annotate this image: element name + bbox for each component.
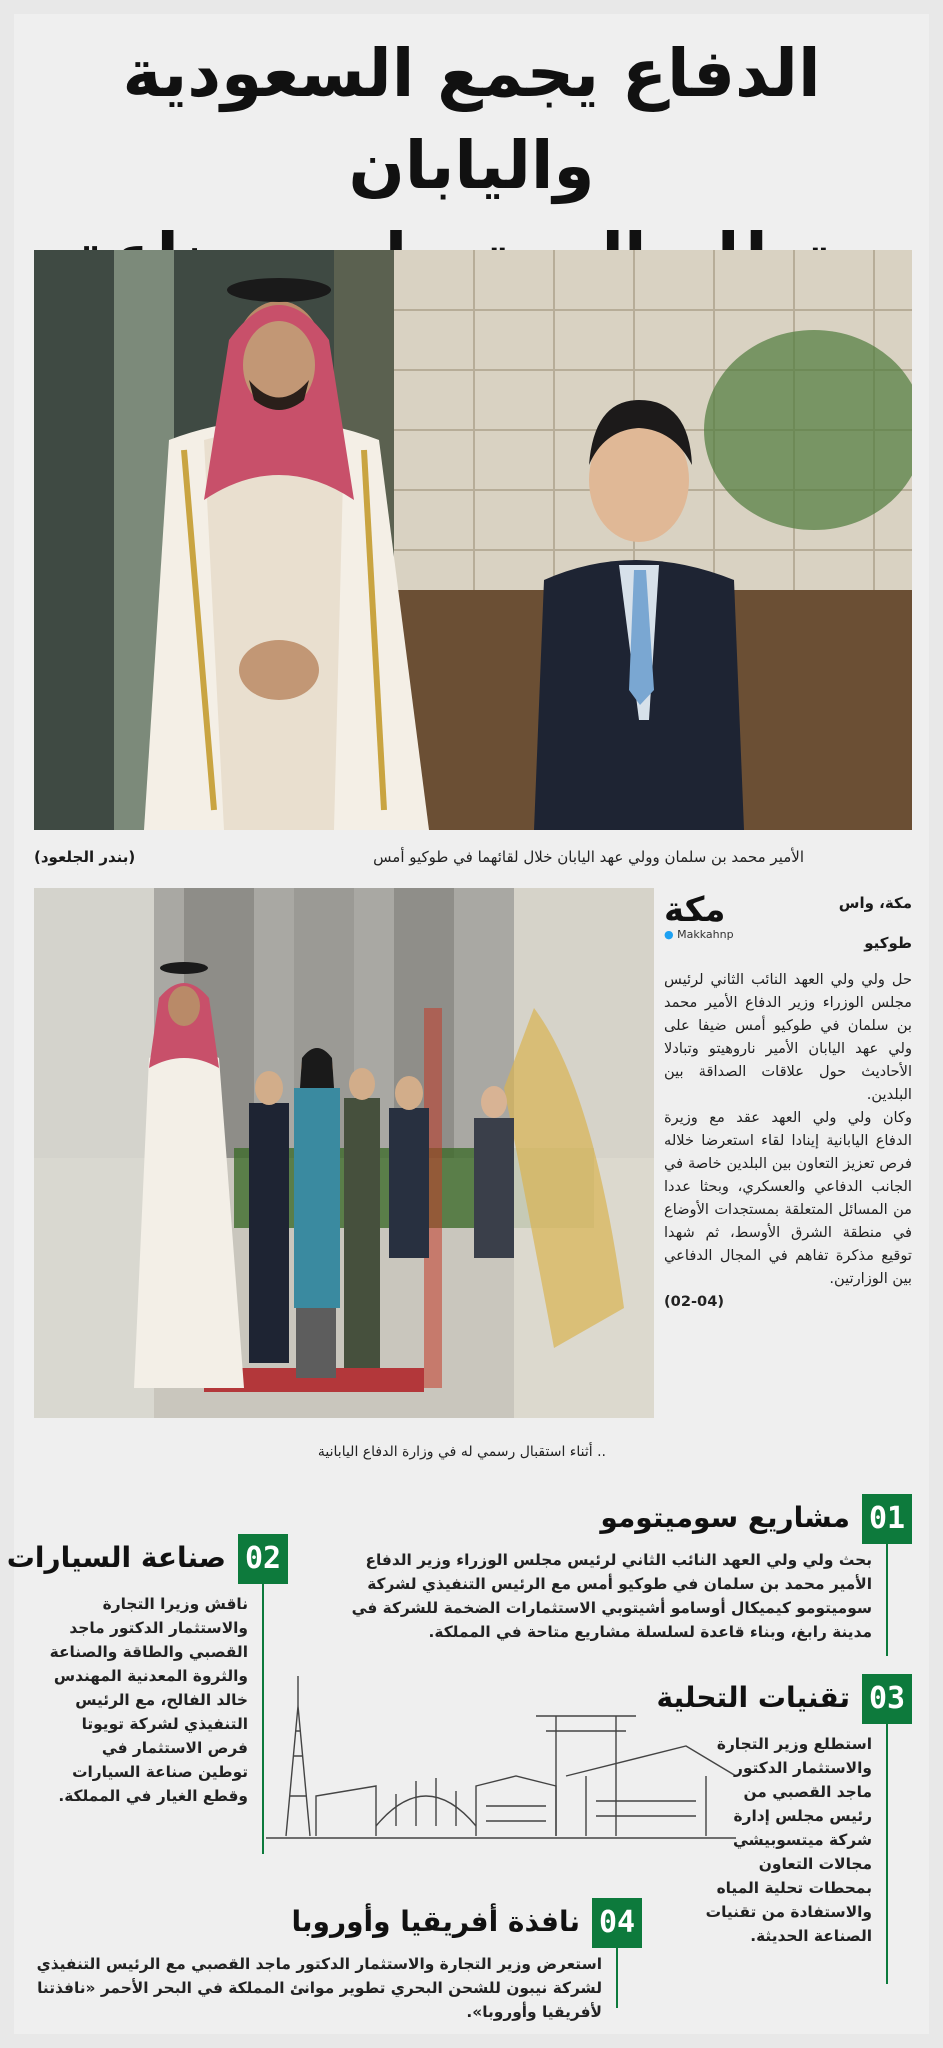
main-photo	[34, 250, 912, 830]
photo-credit: (بندر الجلعود)	[34, 848, 136, 866]
section-01-rule	[886, 1544, 888, 1656]
section-01-number: 01	[862, 1494, 912, 1544]
logo-mark: مكة	[664, 890, 726, 930]
article-column	[664, 892, 912, 1452]
newspaper-page	[6, 14, 929, 2034]
section-02-number: 02	[238, 1534, 288, 1584]
section-04-rule	[616, 1948, 618, 2008]
second-photo	[34, 888, 654, 1418]
section-04-title: نافذة أفريقيا وأوروبا	[291, 1905, 580, 1938]
section-02-body: ناقش وزيرا التجارة والاستثمار الدكتور ماجد القصبي والطاقة والصناعة والثروة المعدنية المهندس خالد الفالح، مع الرئيس التنفيذي لشركة تويوتا فرص الاستثمار في توطين صناعة السيارات وقطع الغيار في المملكة.	[49, 1595, 248, 1805]
section-02-rule	[262, 1584, 264, 1854]
section-03	[644, 1674, 912, 2004]
section-01	[332, 1494, 912, 1674]
article-paragraph-1: حل ولي ولي العهد النائب الثاني لرئيس مجلس الوزراء وزير الدفاع الأمير محمد بن سلمان في طوكيو أمس ضيفا على ولي عهد اليابان الأمير ناروهيتو وتبادلا الأحاديث حول علاقات الصداقة بين البلدين.	[664, 971, 912, 1103]
section-04-number: 04	[592, 1898, 642, 1948]
section-01-title: مشاريع سوميتومو	[600, 1501, 850, 1534]
section-03-number: 03	[862, 1674, 912, 1724]
twitter-icon: ●	[664, 928, 674, 941]
twitter-handle: ● Makkahnp	[664, 928, 734, 941]
section-03-title: تقنيات التحلية	[656, 1681, 850, 1714]
newspaper-logo	[664, 892, 754, 941]
article-body	[664, 968, 912, 1313]
main-photo-illustration	[34, 250, 912, 830]
section-04	[32, 1898, 642, 2021]
second-photo-caption: .. أثناء استقبال رسمي له في وزارة الدفاع اليابانية	[317, 1444, 606, 1460]
main-photo-caption-row	[34, 846, 912, 874]
headline-line-1: الدفاع يجمع السعودية واليابان	[122, 35, 821, 204]
main-photo-caption: الأمير محمد بن سلمان وولي عهد اليابان خلال لقائهما في طوكيو أمس	[373, 848, 804, 866]
article-reference: (02-04)	[664, 1293, 725, 1310]
section-01-body: بحث ولي ولي العهد النائب الثاني لرئيس مجلس الوزراء وزير الدفاع الأمير محمد بن سلمان في طوكيو أمس مع الرئيس التنفيذي لشركة سوميتومو كيميكال أوسامو أشيتوبي الاستثمارات الضخمة للشركة في مدينة رابغ، وبناء قاعدة لسلسلة مشاريع متاحة في المملكة.	[351, 1551, 872, 1641]
section-04-body: استعرض وزير التجارة والاستثمار الدكتور ماجد القصبي مع الرئيس التنفيذي لشركة نيبون للشحن البحري تطوير موانئ المملكة في البحر الأحمر «نافذتنا لأفريقيا وأوروبا».	[36, 1955, 602, 2021]
dateline-source: مكة، واس	[838, 894, 912, 912]
second-photo-illustration	[34, 888, 654, 1418]
section-03-body: استطلع وزير التجارة والاستثمار الدكتور ماجد القصبي من رئيس مجلس إدارة شركة ميتسوبيشي مجالات التعاون بمحطات تحلية المياه والاستفادة من تقنيات الصناعة الحديثة.	[705, 1735, 872, 1945]
section-02-title: صناعة السيارات	[6, 1541, 226, 1574]
section-03-rule	[886, 1724, 888, 1984]
dateline-city: طوكيو	[864, 934, 912, 952]
article-paragraph-2: وكان ولي ولي العهد عقد مع وزيرة الدفاع اليابانية إينادا لقاء استعرضا خلاله فرص تعزيز التعاون بين البلدين خاصة في الجانب الدفاعي والعسكري، وبحثا عددا من المسائل المتعلقة بمستجدات الأوضاع في منطقة الشرق الأوسط، ثم شهدا توقيع مذكرة تفاهم في المجال الدفاعي بين الوزارتين.	[664, 1109, 912, 1287]
section-02	[6, 1534, 288, 1874]
